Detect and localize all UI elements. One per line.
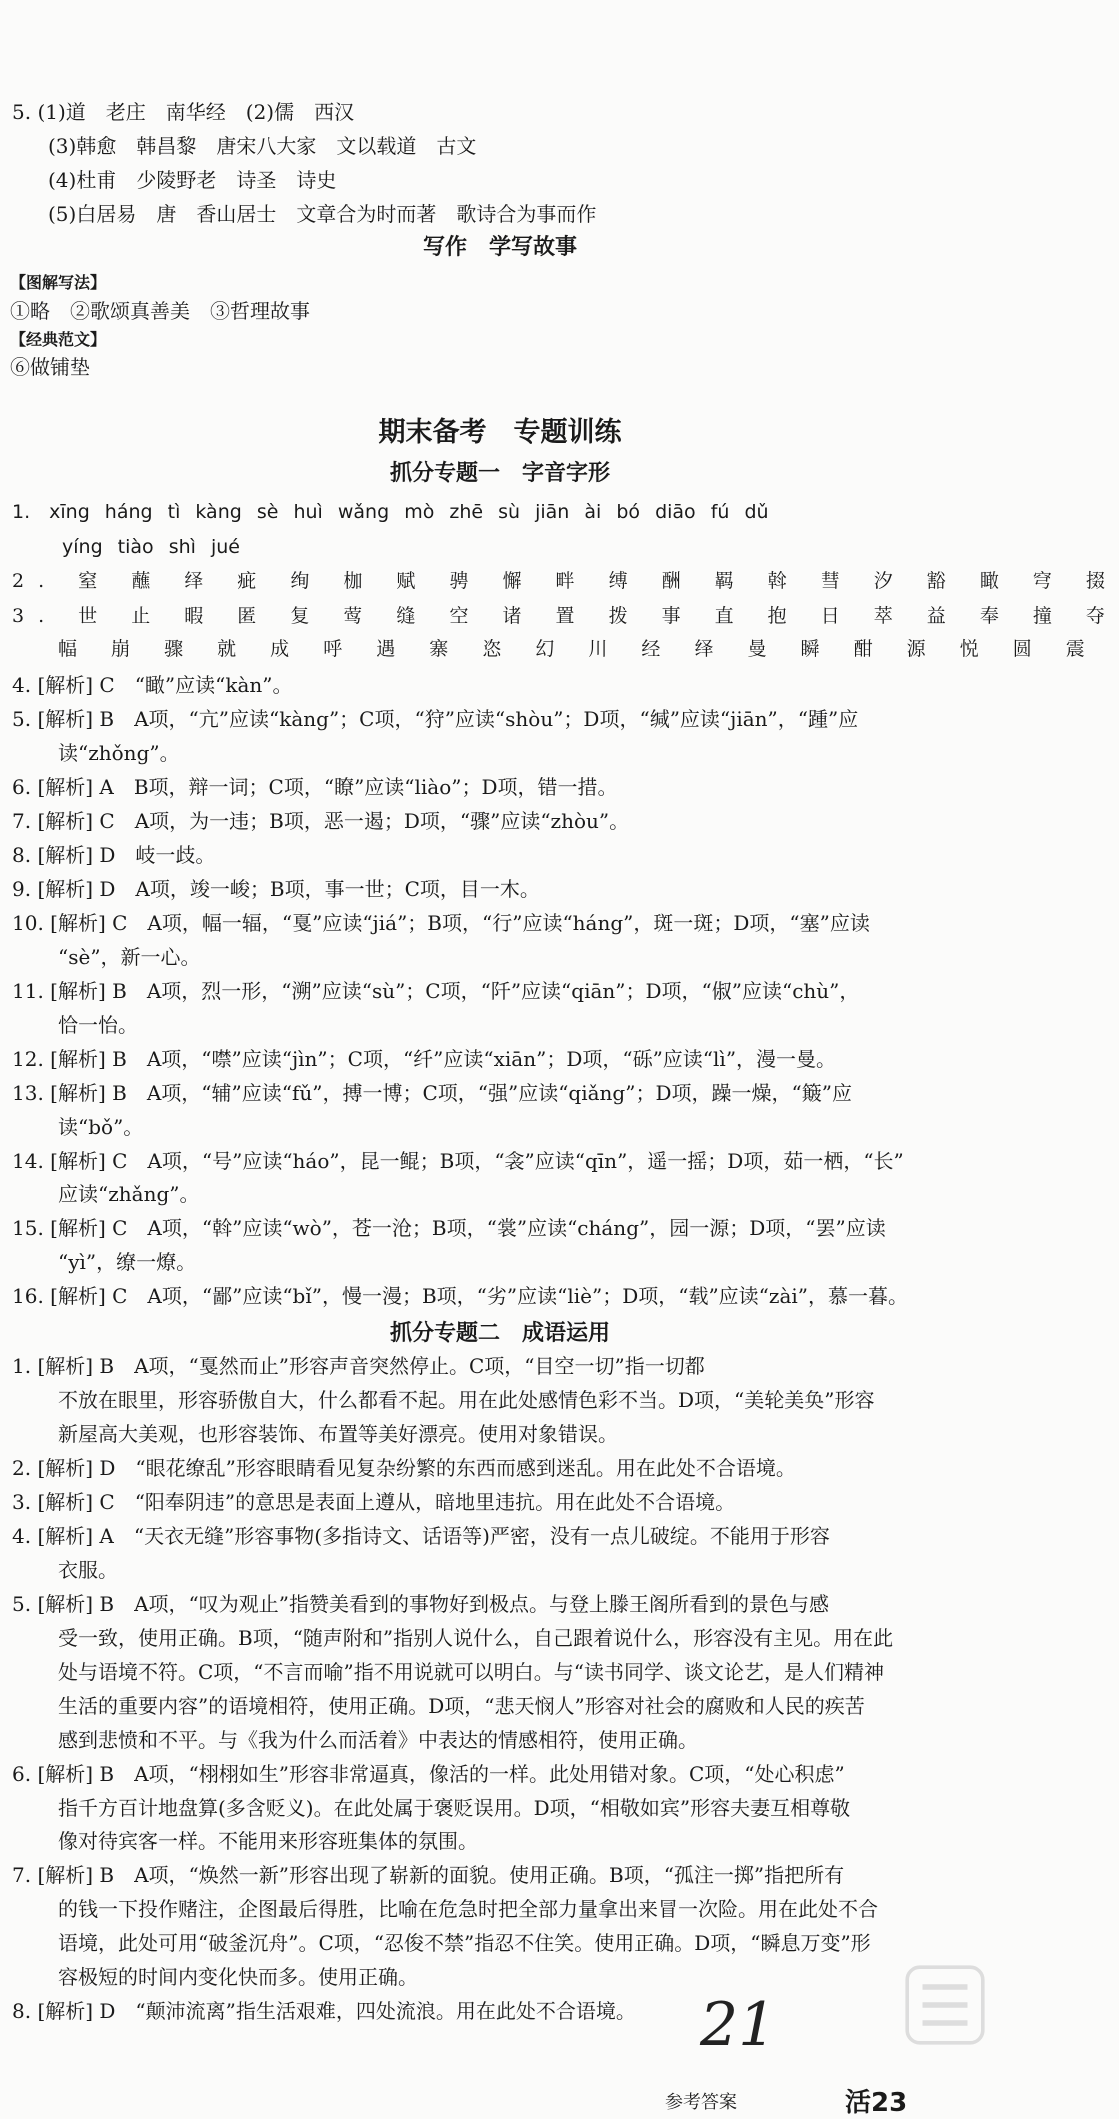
answer-item: 7. [解析] B A项，“焕然一新”形容出现了崭新的面貌。使用正确。B项，“孤注一掷”指把所有: [12, 1863, 845, 1888]
answer-item: 5. [解析] B A项，“亢”应读“kàng”；C项，“狩”应读“shòu”；D项，“缄”应读“jiān”，“踵”应: [12, 707, 859, 732]
answer-item: 语境，此处可用“破釜沉舟”。C项，“忍俊不禁”指忍不住笑。使用正确。D项，“瞬息万变”形: [58, 1931, 871, 1956]
pinyin-line: 1. xīng háng tì kàng sè huì wǎng mò zhē sù jiān ài bó diāo fú dǔ: [12, 500, 769, 523]
answer-line: ⑥做铺垫: [10, 355, 90, 380]
answer-item: 4. [解析] A “天衣无缝”形容事物(多指诗文、话语等)严密，没有一点儿破绽。不能用于形容: [12, 1523, 830, 1548]
tag-model-essay: 【经典范文】: [10, 329, 107, 349]
answer-item: 容极短的时间内变化快而多。使用正确。: [58, 1965, 418, 1990]
answer-item: 11. [解析] B A项，烈一形，“溯”应读“sù”；C项，“阡”应读“qiān”；D项，“俶”应读“chù”，: [12, 978, 860, 1003]
stamp-icon: [900, 1960, 990, 2050]
answer-item: 13. [解析] B A项，“辅”应读“fǔ”，搏一博；C项，“强”应读“qiǎng”；D项，躁一燥，“簸”应: [12, 1080, 852, 1105]
answer-item: 的钱一下投作赌注，企图最后得胜，比喻在危急时把全部力量拿出来冒一次险。用在此处不合: [58, 1897, 878, 1922]
answer-item: 16. [解析] C A项，“鄙”应读“bǐ”，慢一漫；B项，“劣”应读“liè”；D项，“载”应读“zài”，慕一暮。: [12, 1284, 908, 1309]
answer-item: 衣服。: [58, 1557, 118, 1582]
answer-item: 指千方百计地盘算(多含贬义)。在此处属于褒贬误用。D项，“相敬如宾”形容夫妻互相尊敬: [58, 1795, 851, 1820]
answer-item: 1. [解析] B A项，“戛然而止”形容声音突然停止。C项，“目空一切”指一切都: [12, 1354, 705, 1379]
chars-line: 幅 崩 骤 就 成 呼 遇 寨 恣 幻 川 经 绎 曼 瞬 酣 源 悦 圆 震: [58, 638, 1099, 661]
answer-item: “sè”，新一心。: [58, 944, 201, 969]
answer-item: 不放在眼里，形容骄傲自大，什么都看不起。用在此处感情色彩不当。D项，“美轮美奂”形容: [58, 1388, 875, 1413]
topic-heading-2: 抓分专题二 成语运用: [389, 1321, 610, 1347]
answer-item: 10. [解析] C A项，幅一辐，“戛”应读“jiá”；B项，“行”应读“háng”，斑一斑；D项，“塞”应读: [12, 910, 870, 935]
answer-item: 恰一怡。: [58, 1012, 138, 1037]
footer-label: 参考答案: [665, 2092, 737, 2113]
answer-item: 受一致，使用正确。B项，“随声附和”指别人说什么，自己跟着说什么，形容没有主见。用在此: [58, 1625, 894, 1650]
answer-item: 9. [解析] D A项，竣一峻；B项，事一世；C项，目一木。: [12, 876, 540, 901]
answer-line: ①略 ②歌颂真善美 ③哲理故事: [10, 298, 310, 323]
answer-item: 新屋高大美观，也形容装饰、布置等美好漂亮。使用对象错误。: [58, 1422, 618, 1447]
pinyin-line: yíng tiào shì jué: [62, 535, 240, 558]
answer-item: 应读“zhǎng”。: [58, 1182, 200, 1207]
topic-heading-1: 抓分专题一 字音字形: [389, 460, 610, 486]
answer-item: 14. [解析] C A项，“号”应读“háo”，昆一鲲；B项，“衾”应读“qīn”，遥一摇；D项，茹一栖，“长”: [12, 1148, 904, 1173]
answer-item: 读“bǒ”。: [58, 1114, 144, 1139]
answer-item: 读“zhǒng”。: [58, 741, 180, 766]
answer-item: 8. [解析] D “颠沛流离”指生活艰难，四处流浪。用在此处不合语境。: [12, 1999, 636, 2024]
answer-item: 6. [解析] B A项，“栩栩如生”形容非常逼真，像活的一样。此处用错对象。C项，“处心积虑”: [12, 1761, 845, 1786]
handwritten-number: 21: [700, 1990, 777, 2060]
answer-line: (3)韩愈 韩昌黎 唐宋八大家 文以载道 古文: [48, 133, 477, 158]
answer-line: (4)杜甫 少陵野老 诗圣 诗史: [48, 167, 337, 192]
answer-line: (5)白居易 唐 香山居士 文章合为时而著 歌诗合为事而作: [48, 201, 597, 226]
section-heading-writing: 写作 学写故事: [422, 234, 577, 260]
answer-item: 7. [解析] C A项，为一违；B项，恶一遏；D项，“骤”应读“zhòu”。: [12, 809, 630, 834]
answer-item: 5. [解析] B A项，“叹为观止”指赞美看到的事物好到极点。与登上滕王阁所看到的景色与感: [12, 1591, 829, 1616]
main-heading-final-review: 期末备考 专题训练: [378, 417, 622, 449]
answer-item: 15. [解析] C A项，“斡”应读“wò”，苍一沧；B项，“裳”应读“cháng”，园一源；D项，“罢”应读: [12, 1216, 886, 1241]
chars-line: 3. 世 止 暇 匿 复 莺 缝 空 诸 置 拨 事 直 抱 日 萃 益 奉 撞 夺: [12, 605, 1119, 628]
chars-line: 2. 窒 蘸 绎 疵 绚 枷 赋 骋 懈 畔 缚 酬 羁 斡 彗 汐 豁 瞰 穹 掇: [12, 570, 1119, 593]
answer-item: “yì”，缭一燎。: [58, 1250, 197, 1275]
answer-item: 3. [解析] C “阳奉阴违”的意思是表面上遵从，暗地里违抗。用在此处不合语境。: [12, 1489, 736, 1514]
answer-item: 生活的重要内容”的语境相符，使用正确。D项，“悲天悯人”形容对社会的腐败和人民的疾苦: [58, 1693, 865, 1718]
answer-item: 8. [解析] D 岐一歧。: [12, 842, 216, 867]
answer-item: 像对待宾客一样。不能用来形容班集体的氛围。: [58, 1829, 478, 1854]
answer-item: 4. [解析] C “瞰”应读“kàn”。: [12, 673, 293, 698]
answer-item: 2. [解析] D “眼花缭乱”形容眼睛看见复杂纷繁的东西而感到迷乱。用在此处不合语境。: [12, 1456, 796, 1481]
answer-item: 处与语境不符。C项，“不言而喻”指不用说就可以明白。与“读书同学、谈文论艺，是人们精神: [58, 1659, 884, 1684]
answer-line: 5. (1)道 老庄 南华经 (2)儒 西汉: [12, 99, 355, 124]
answer-item: 6. [解析] A B项，辩一词；C项，“瞭”应读“liào”；D项，错一措。: [12, 775, 618, 800]
answer-item: 12. [解析] B A项，“噤”应读“jìn”；C项，“纤”应读“xiān”；D项，“砾”应读“lì”，漫一曼。: [12, 1046, 837, 1071]
answer-item: 感到悲愤和不平。与《我为什么而活着》中表达的情感相符，使用正确。: [58, 1727, 698, 1752]
footer-page-number: 活23: [845, 2088, 908, 2118]
tag-illustrated-method: 【图解写法】: [10, 272, 107, 292]
